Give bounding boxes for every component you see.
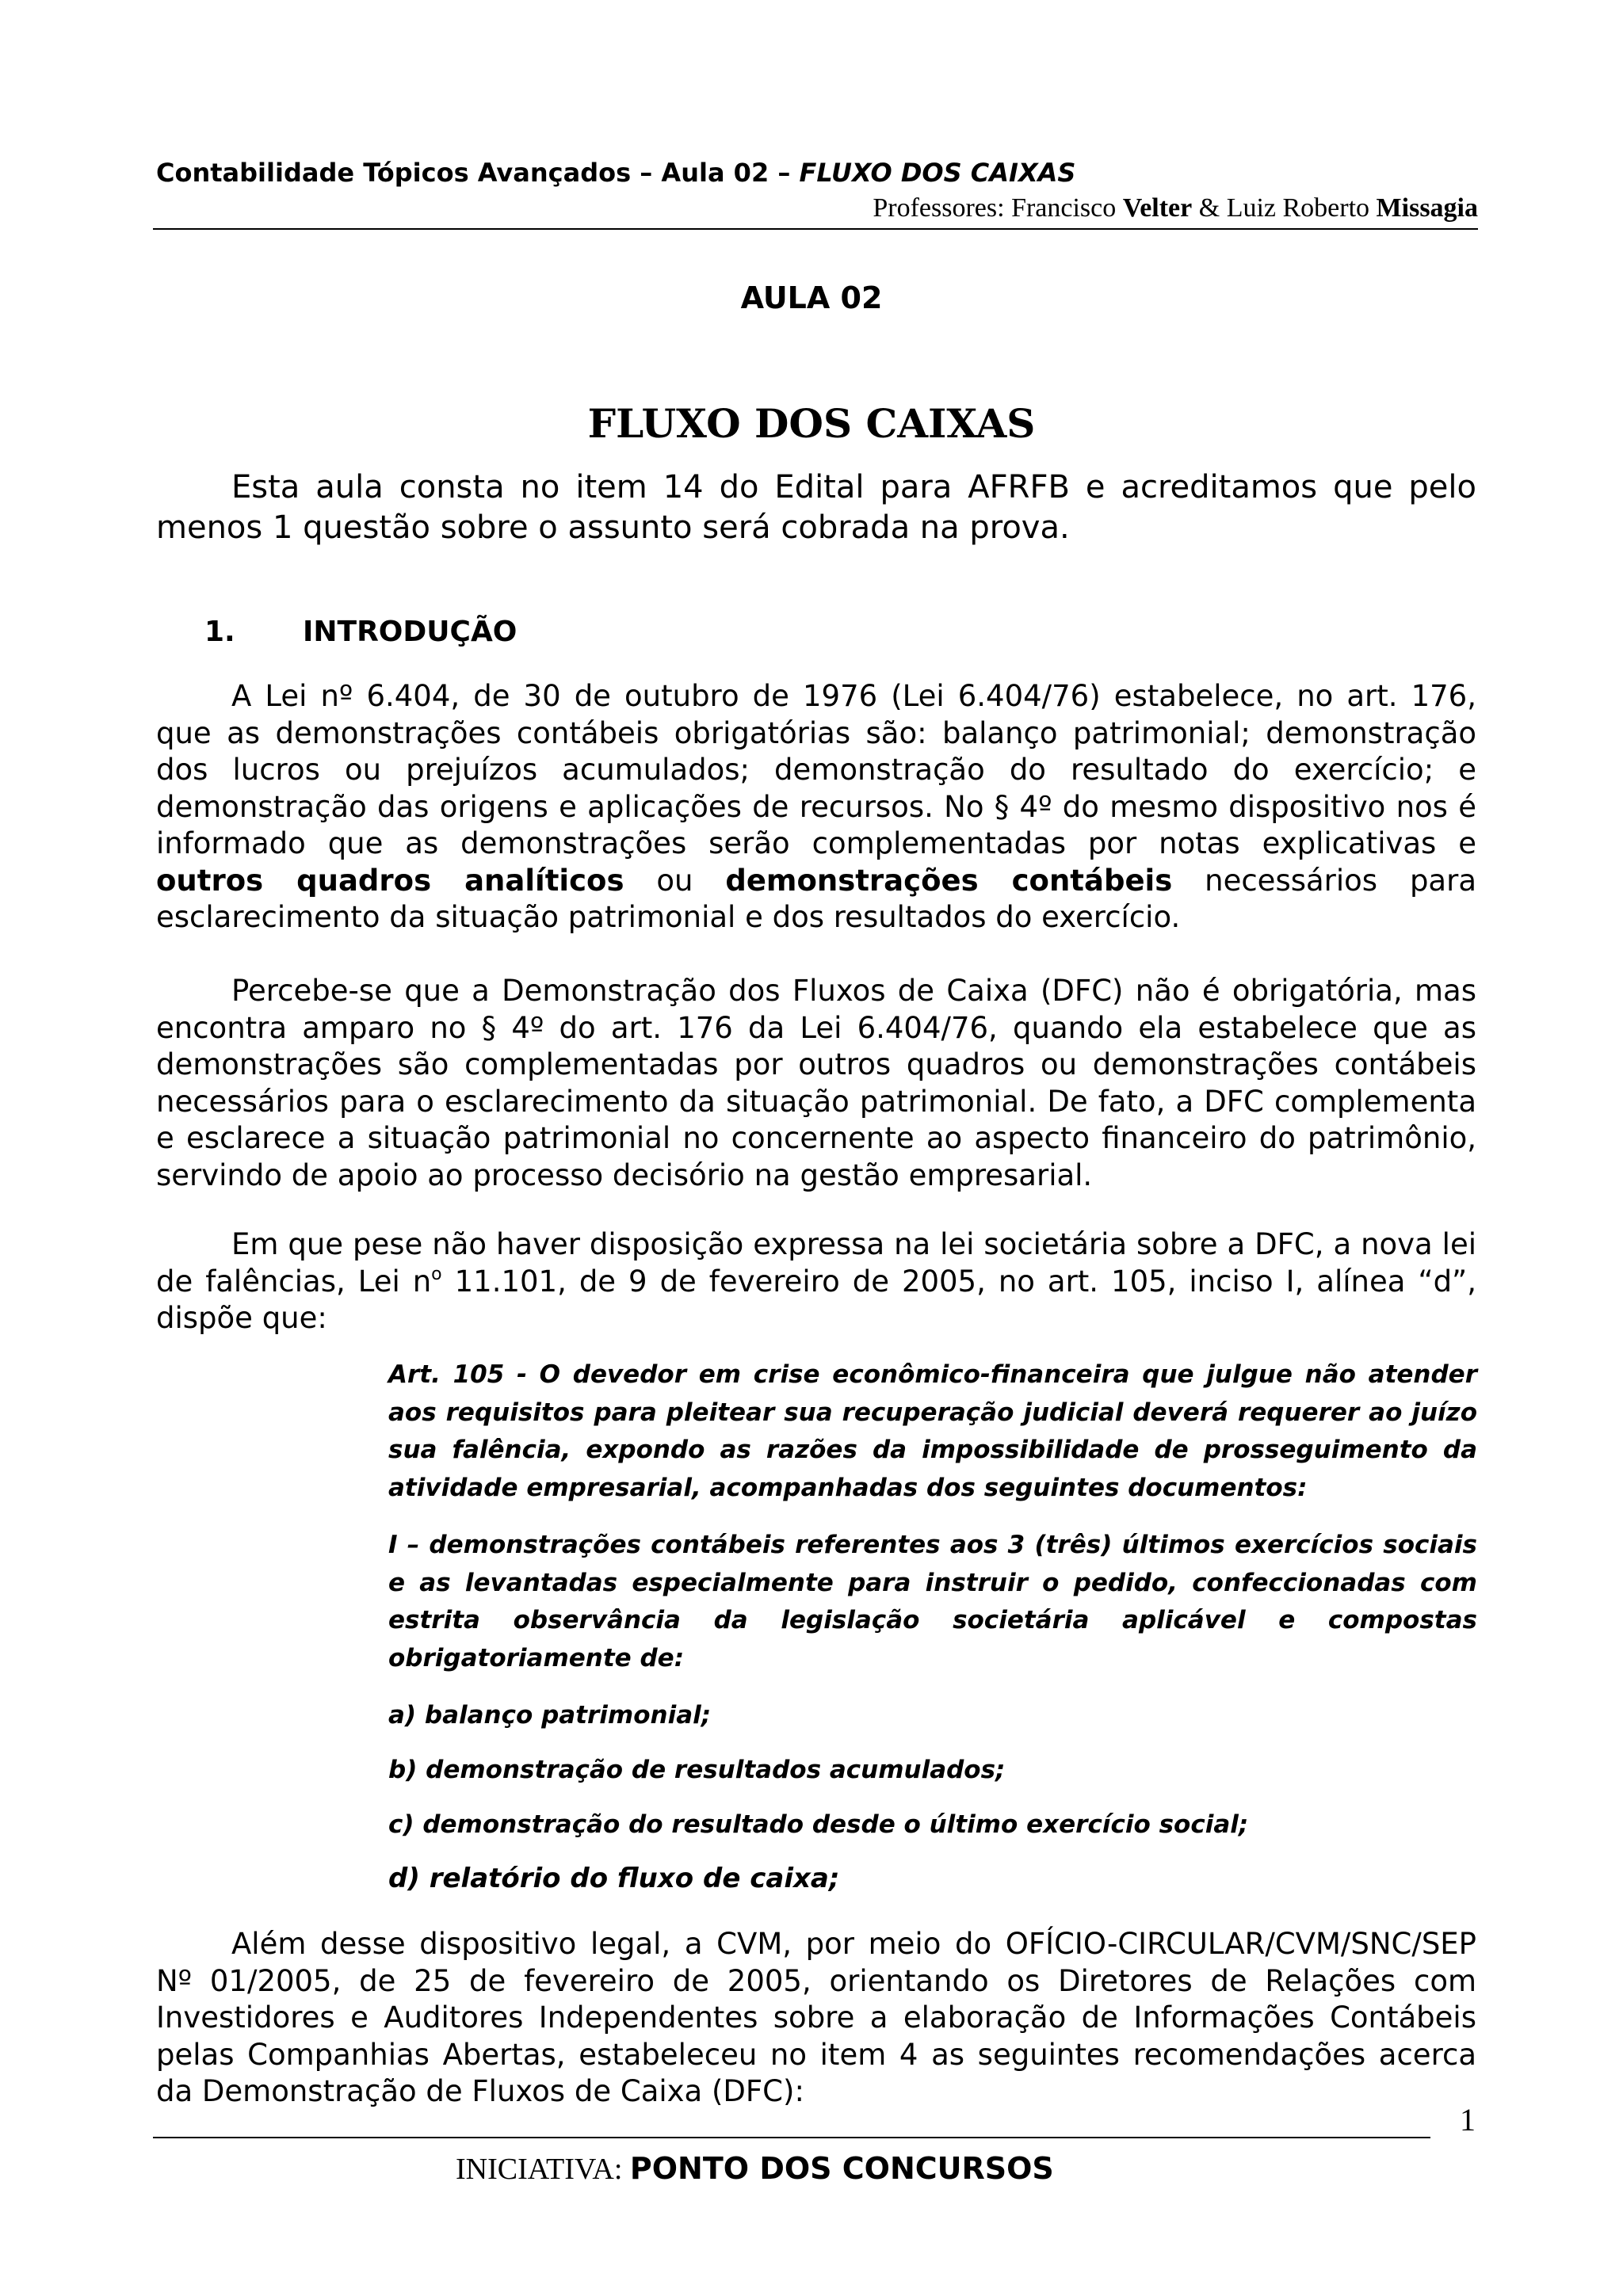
emphasis-text: demonstrações contábeis (725, 863, 1173, 898)
superscript: o (431, 1264, 442, 1284)
quote-item-a: a) balanço patrimonial; (388, 1701, 712, 1730)
professor2-surname: Missagia (1376, 193, 1478, 223)
footer-organization: PONTO DOS CONCURSOS (629, 2151, 1054, 2186)
quote-inciso-1: I – demonstrações contábeis referentes aos 3 (três) últimos exercícios sociais e as levantadas especialmente para instruir o pedido, confeccionadas com estrita observância da legislação societária aplicável e compostas obrigatoriamente de: (388, 1531, 1477, 1672)
paragraph-text: necessários para esclarecimento da situação patrimonial e dos resultados do exercício. (156, 863, 1476, 934)
professors-prefix: Professores: Francisco (873, 193, 1123, 223)
paragraph-lei-6404 (156, 678, 1476, 936)
page-number: 1 (1460, 2102, 1476, 2138)
lesson-topic: FLUXO DOS CAIXAS (799, 158, 1076, 188)
header-separator: – (631, 158, 662, 188)
section-title: INTRODUÇÃO (303, 616, 517, 648)
quote-item-c: c) demonstração do resultado desde o último exercício social; (388, 1810, 1249, 1839)
paragraph-text: A Lei nº 6.404, de 30 de outubro de 1976 (Lei 6.404/76) estabelece, no art. 176, que as demonstrações contábeis obrigatórias são: balanço patrimonial; demonstração dos lucros ou prejuízos acumulados; demonstração do resultado do exercício; e demonstração das origens e aplicações de recursos. No § 4º do mesmo dispositivo nos é informado que as demonstrações serão complementadas por notas explicativas e (156, 679, 1476, 860)
header-divider (153, 228, 1478, 230)
intro-paragraph: Esta aula consta no item 14 do Edital para AFRFB e acreditamos que pelo menos 1 questão sobre o assunto será cobrada na prova. (156, 469, 1476, 546)
professors-line (873, 192, 1478, 225)
footer-label: INICIATIVA: (456, 2153, 630, 2186)
paragraph-dfc: Percebe-se que a Demonstração dos Fluxos de Caixa (DFC) não é obrigatória, mas encontra amparo no § 4º do art. 176 da Lei 6.404/76, quando ela estabelece que as demonstrações são complementadas por outros quadros ou demonstrações contábeis necessários para o esclarecimento da situação patrimonial. De fato, a DFC complementa e esclarece a situação patrimonial no concernente ao aspecto financeiro do patrimônio, servindo de apoio ao processo decisório na gestão empresarial. (156, 974, 1476, 1192)
section-number: 1. (204, 616, 235, 648)
lesson-name: Aula 02 (661, 158, 769, 188)
paragraph-text: Em que pese não haver disposição expressa na lei societária sobre a DFC, a nova lei de falências, Lei n (156, 1227, 1476, 1299)
emphasis-text: outros quadros analíticos (156, 863, 624, 898)
footer-divider (153, 2137, 1430, 2138)
section-heading (204, 613, 517, 651)
footer (456, 2149, 1054, 2195)
professors-middle: & Luiz Roberto (1192, 193, 1377, 223)
paragraph-text: ou (624, 863, 726, 898)
lesson-heading: AULA 02 (740, 280, 883, 315)
quote-item-d: d) relatório do fluxo de caixa; (388, 1863, 840, 1894)
header-separator: – (769, 158, 800, 188)
professor1-surname: Velter (1122, 193, 1193, 223)
paragraph-text: 11.101, de 9 de fevereiro de 2005, no art. 105, inciso I, alínea “d”, dispõe que: (156, 1264, 1476, 1335)
quote-art-105: Art. 105 - O devedor em crise econômico-financeira que julgue não atender aos requisitos para pleitear sua recuperação judicial deverá requerer ao juízo sua falência, expondo as razões da impossibilidade de prosseguimento da atividade empresarial, acompanhadas dos seguintes documentos: (388, 1360, 1477, 1502)
document-title: FLUXO DOS CAIXAS (587, 400, 1036, 447)
paragraph-cvm: Além desse dispositivo legal, a CVM, por meio do OFÍCIO-CIRCULAR/CVM/SNC/SEP Nº 01/2005, de 25 de fevereiro de 2005, orientando os Diretores de Relações com Investidores e Auditores Independentes sobre a elaboração de Informações Contábeis pelas Companhias Abertas, estabeleceu no item 4 as seguintes recomendações acerca da Demonstração de Fluxos de Caixa (DFC): (156, 1927, 1476, 2108)
course-name: Contabilidade Tópicos Avançados (156, 158, 632, 188)
running-header-title (156, 155, 1480, 190)
quote-item-b: b) demonstração de resultados acumulados; (388, 1756, 1006, 1784)
paragraph-lei-falencias (156, 1226, 1476, 1337)
